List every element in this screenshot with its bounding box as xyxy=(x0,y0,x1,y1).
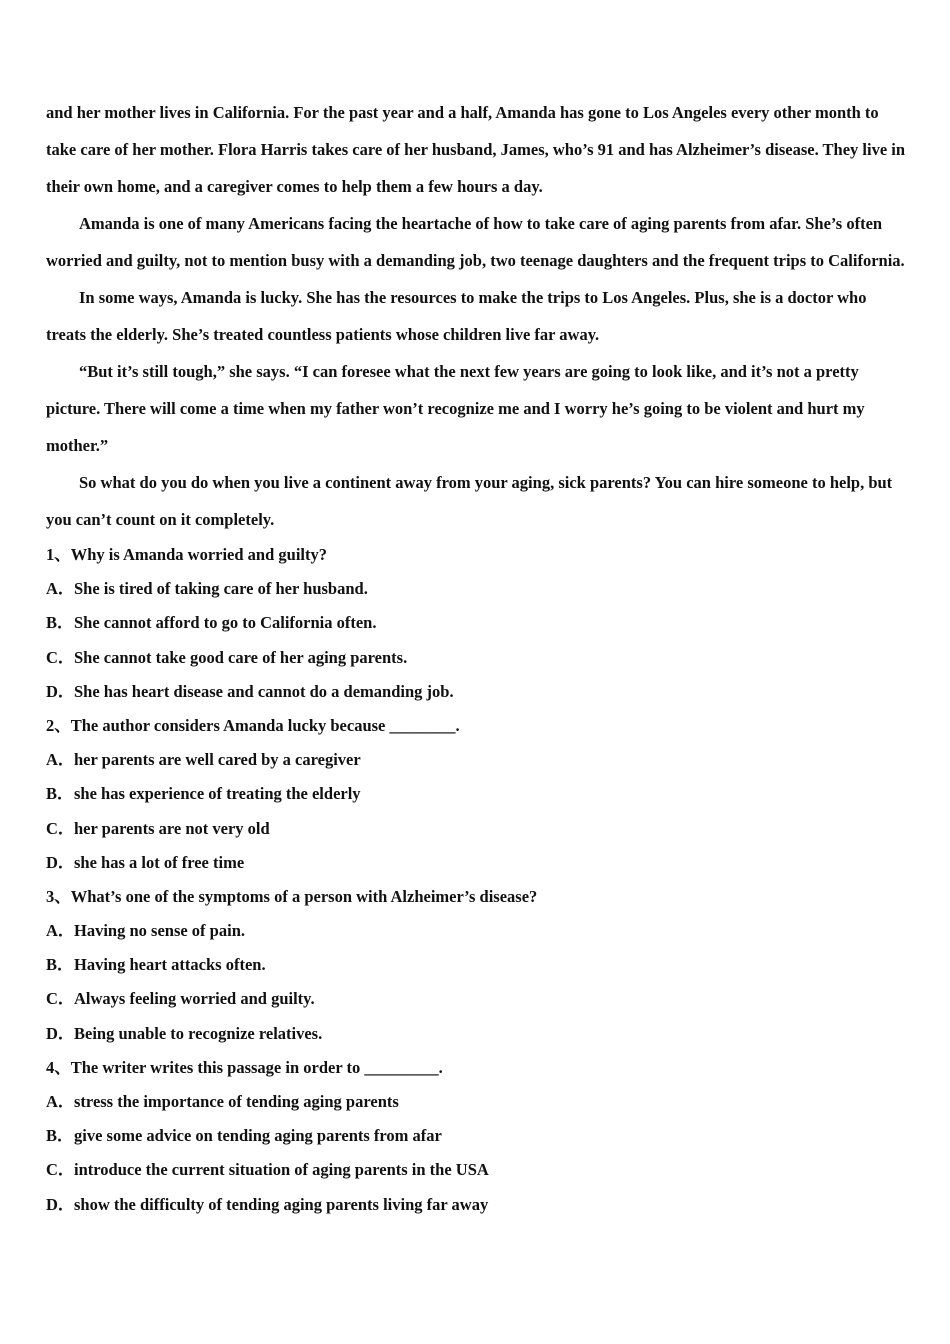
option-text: stress the importance of tending aging parents xyxy=(74,1092,399,1111)
answer-option-c xyxy=(46,641,908,675)
option-letter: C． xyxy=(46,989,75,1009)
option-text: Being unable to recognize relatives. xyxy=(74,1023,323,1043)
answer-option-b xyxy=(46,948,908,982)
option-letter: C． xyxy=(46,1160,75,1180)
answer-option-a xyxy=(46,743,908,777)
passage-paragraph-4: “But it’s still tough,” she says. “I can foresee what the next few years are going to look like, and it’s not a pretty picture. There will come a time when my father won’t recognize me and I worry he’s going to be violent and hurt my mother.” xyxy=(46,362,865,455)
option-text: She cannot afford to go to California often. xyxy=(74,613,377,633)
answer-option-a xyxy=(46,572,908,606)
answer-option-d xyxy=(46,1188,908,1222)
option-letter: D． xyxy=(46,852,75,872)
answer-option-d xyxy=(46,846,908,880)
question-stem: 2、The author considers Amanda lucky because ________. xyxy=(46,715,460,735)
answer-option-b xyxy=(46,606,908,640)
reading-passage xyxy=(46,94,908,538)
option-text: introduce the current situation of aging parents in the USA xyxy=(74,1160,489,1180)
option-text: She cannot take good care of her aging parents. xyxy=(74,647,408,667)
passage-paragraph-3: In some ways, Amanda is lucky. She has the resources to make the trips to Los Angeles. Plus, she is a doctor who treats the elderly. She’s treated countless patients whose children live far away. xyxy=(46,288,867,344)
question-list xyxy=(46,538,908,1222)
option-letter: C． xyxy=(46,818,75,838)
option-letter: A． xyxy=(46,579,75,599)
option-letter: A． xyxy=(46,750,75,770)
question-2 xyxy=(46,709,908,880)
document-page xyxy=(46,94,908,1222)
option-letter: D． xyxy=(46,681,75,701)
question-stem: 4、The writer writes this passage in order to _________. xyxy=(46,1057,443,1077)
option-text: she has a lot of free time xyxy=(74,852,245,872)
option-text: She has heart disease and cannot do a demanding job. xyxy=(74,681,454,701)
option-text: Having no sense of pain. xyxy=(74,921,245,941)
option-text: her parents are not very old xyxy=(74,818,270,838)
answer-option-c xyxy=(46,1153,908,1187)
answer-option-a xyxy=(46,914,908,948)
option-text: her parents are well cared by a caregiver xyxy=(74,750,361,770)
option-letter: A． xyxy=(46,921,75,941)
answer-option-b xyxy=(46,777,908,811)
answer-option-d xyxy=(46,675,908,709)
option-text: she has experience of treating the elderly xyxy=(74,784,361,804)
question-1 xyxy=(46,538,908,709)
option-text: She is tired of taking care of her husband. xyxy=(74,579,368,599)
option-letter: D． xyxy=(46,1194,75,1214)
passage-paragraph-1: and her mother lives in California. For the past year and a half, Amanda has gone to Los Angeles every other month to take care of her mother. Flora Harris takes care of her husband, James, who’s 91 and has Alzheimer’s disease. They live in their own home, and a caregiver comes to help them a few hours a day. xyxy=(46,103,906,196)
passage-paragraph-5: So what do you do when you live a continent away from your aging, sick parents? You can hire someone to help, but you can’t count on it completely. xyxy=(46,473,893,529)
answer-option-c xyxy=(46,982,908,1016)
option-text: give some advice on tending aging parents from afar xyxy=(74,1126,442,1146)
question-4 xyxy=(46,1051,908,1222)
option-letter: B． xyxy=(46,1126,74,1146)
option-letter: C． xyxy=(46,647,75,667)
passage-paragraph-2: Amanda is one of many Americans facing the heartache of how to take care of aging parents from afar. She’s often worried and guilty, not to mention busy with a demanding job, two teenage daughters and the frequent trips to California. xyxy=(46,214,905,270)
answer-option-a xyxy=(46,1085,908,1119)
option-letter: B． xyxy=(46,955,74,975)
answer-option-b xyxy=(46,1119,908,1153)
answer-option-d xyxy=(46,1017,908,1051)
option-letter: B． xyxy=(46,784,74,804)
option-letter: B． xyxy=(46,613,74,633)
option-text: Always feeling worried and guilty. xyxy=(74,989,315,1009)
question-3 xyxy=(46,880,908,1051)
option-text: Having heart attacks often. xyxy=(74,955,266,975)
question-stem: 1、Why is Amanda worried and guilty? xyxy=(46,545,327,564)
option-letter: D． xyxy=(46,1023,75,1043)
answer-option-c xyxy=(46,812,908,846)
option-letter: A． xyxy=(46,1092,75,1111)
option-text: show the difficulty of tending aging parents living far away xyxy=(74,1194,489,1214)
question-stem: 3、What’s one of the symptoms of a person with Alzheimer’s disease? xyxy=(46,886,538,906)
